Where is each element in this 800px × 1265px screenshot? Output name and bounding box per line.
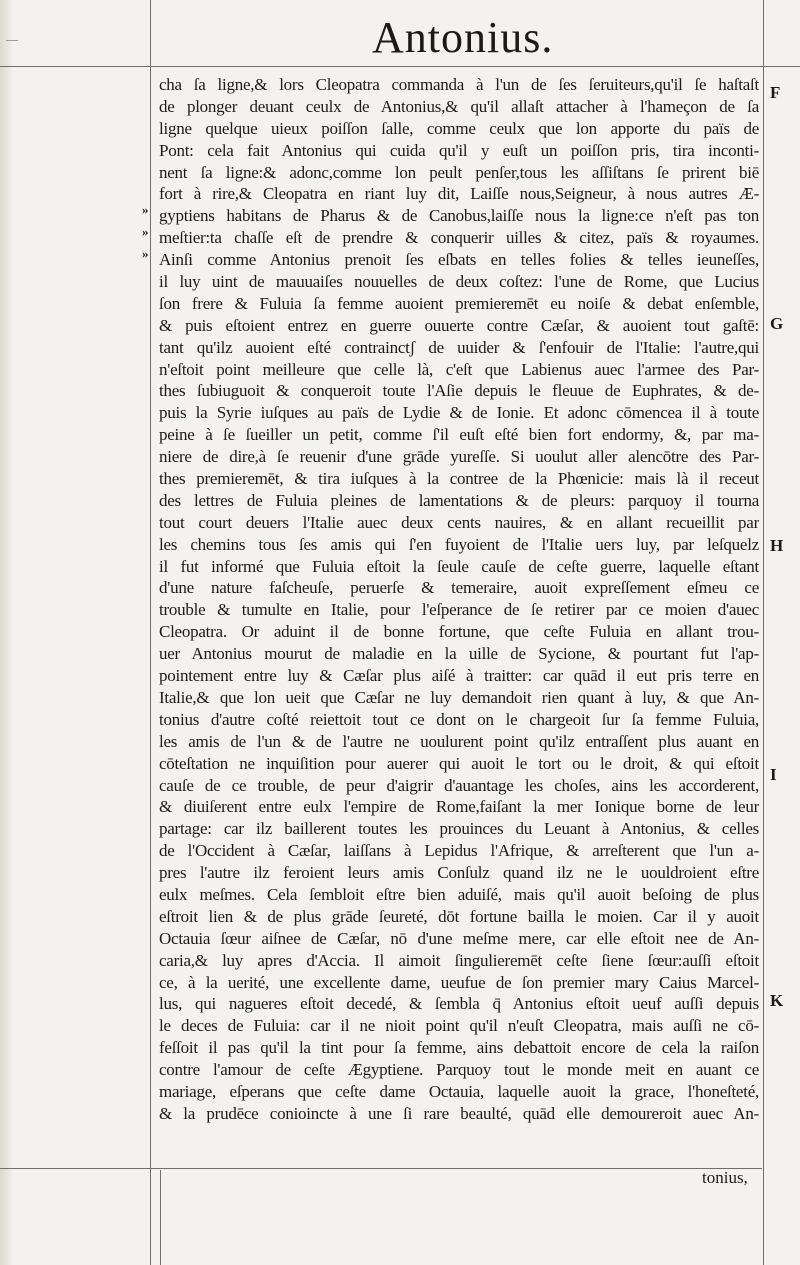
text-line: lus, qui nagueres eſtoit decedé, & ſembla q̄ Antonius eſtoit ueuf auſſi depuis xyxy=(159,994,759,1014)
binding-gutter xyxy=(0,0,14,1265)
text-line: eulx meſmes. Cela ſembloit eſtre bien aduiſé, mais qu'il auoit beſoing de plus xyxy=(159,884,759,904)
text-line: Cleopatra. Or aduint il de bonne fortune, que ceſte Fuluia en allant trou- xyxy=(159,622,759,642)
text-line: de plonger deuant ceulx de Antonius,& qu'il allaſt attacher à l'hameçon de ſa xyxy=(159,96,759,116)
text-line: caria,& luy apres d'Accia. Il aimoit ſingulieremēt ceſte ſiene ſœur:auſſi eſtoit xyxy=(159,950,759,970)
text-line: tonius d'autre coſté reiettoit tout ce dont on le chargeoit ſur ſa femme Fuluia, xyxy=(159,709,759,729)
margin-section-letter: I xyxy=(770,765,777,784)
text-line: partage: car ilz baillerent toutes les prouinces du Leuant à Antonius, & celles xyxy=(159,819,759,839)
text-line: & la prudēce conioincte à une ſi rare beaulté, quād elle demoureroit auec An- xyxy=(159,1103,759,1123)
text-line: thes premieremēt, & tira iuſques à la contree de la Phœnicie: mais là il receut xyxy=(159,469,759,489)
margin-section-letter: G xyxy=(770,314,784,333)
text-column-rule-left xyxy=(150,0,151,1265)
text-line: Ainſi comme Antonius prenoit ſes eſbats en telles folies & telles ieuneſſes, xyxy=(159,250,759,270)
running-head: Antonius. xyxy=(372,13,554,62)
text-line: cōteſtation ne inquiſition pour auerer qui auoit le tort ou le droit, & qui eſtoit xyxy=(159,753,759,773)
text-line: ſon frere & Fuluia ſa femme auoient premieremēt eu noiſe & debat enſemble, xyxy=(159,293,759,313)
text-line: des lettres de Fuluia pleines de lamentations & de pleurs: parquoy il tourna xyxy=(159,490,759,510)
quotation-mark: » xyxy=(142,224,149,239)
text-line: & puis eſtoient entrez en guerre ouuerte contre Cæſar, & auoient tout gaſtē: xyxy=(159,315,759,335)
text-column-rule-inner xyxy=(160,1170,161,1265)
text-line: uer Antonius mourut de maladie en la uille de Sycione, & pourtant fut l'ap- xyxy=(159,644,759,664)
margin-section-letter: F xyxy=(770,83,781,102)
text-line: feſſoit il pas qu'il la tint pour ſa femme, ains debattoit encore de cela la raiſon xyxy=(159,1038,759,1058)
text-line: cauſe de ce trouble, de peur d'aigrir d'auantage les choſes, ains les accorderent, xyxy=(159,775,759,795)
text-line: mariage, eſperans que ceſte dame Octauia, laquelle auoit la grace, l'honeſteté, xyxy=(159,1081,759,1101)
text-line: tant qu'ilz auoient eſté contrainctʃ de uuider & ſ'enfouir de l'Italie: l'autre,qui xyxy=(159,337,759,357)
text-column-rule-right xyxy=(763,0,764,1265)
text-line: thes ſubiuguoit & conqueroit toute l'Aſie depuis le fleuue de Euphrates, & de- xyxy=(159,381,759,401)
text-line: tout court deuers l'Italie auec deux cents nauires, & en allant recueillit par xyxy=(159,512,759,532)
text-line: n'eſtoit point meilleure que celle là, c'eſt que Labienus auec l'armee des Par- xyxy=(159,359,759,379)
text-line: gyptiens habitans de Pharus & de Canobus,laiſſe nous la ligne:ce n'eſt pas ton xyxy=(159,206,759,226)
text-line: d'une nature faſcheuſe, peruerſe & temeraire, auoit expreſſement eſmeu ce xyxy=(159,578,759,598)
text-line: eſtroit lien & de plus grāde ſeureté, dōt fortune bailla le moien. Car il y auoit xyxy=(159,906,759,926)
text-line: fort à rire,& Cleopatra en riant luy dit, Laiſſe nous,Seigneur, à nous autres Æ- xyxy=(159,184,759,204)
text-line: pres l'autre ilz feroient leurs amis Conſulz quand ilz ne le uouldroient eſtre xyxy=(159,863,759,883)
text-line: il fut informé que Fuluia eſtoit la ſeule cauſe de ceſte guerre, laquelle eſtant xyxy=(159,556,759,576)
text-line: ce, à la uerité, une excellente dame, ueufue de ſon premier mary Caius Marcel- xyxy=(159,972,759,992)
text-line: meſtier:ta chaſſe eſt de prendre & conquerir uilles & citez, païs & royaumes. xyxy=(159,228,759,248)
margin-section-letter: K xyxy=(770,991,784,1010)
text-line: Italie,& que lon ueit que Cæſar ne luy demandoit rien quant à luy, & que An- xyxy=(159,687,759,707)
text-line: niere de dire,à ſe reuenir d'une grāde yureſſe. Si uoulut aller alencōtre des Par- xyxy=(159,447,759,467)
footer-rule xyxy=(0,1168,762,1169)
text-line: trouble & tumulte en Italie, pour l'eſperance de ſe retirer par ce moien d'auec xyxy=(159,600,759,620)
text-line: cha ſa ligne,& lors Cleopatra commanda à l'un de ſes ſeruiteurs,qu'il ſe haſtaſt xyxy=(159,75,759,94)
text-line: le deces de Fuluia: car il ne nioit point qu'il n'euſt Cleopatra, mais auſſi ne cō- xyxy=(159,1016,759,1036)
text-line: puis la Syrie iuſques au païs de Lydie & de Ionie. Et adonc cōmencea il à toute xyxy=(159,403,759,423)
text-line: les amis de l'un & de l'autre ne uoulurent point qu'ilz entraſſent plus auant en xyxy=(159,731,759,751)
text-line: ligne quelque uieux poiſſon ſalle, comme ceulx que lon apporte du païs de xyxy=(159,118,759,138)
quotation-mark: » xyxy=(142,246,149,261)
text-line: peine à ſe ſueiller un petit, comme ſ'il euſt eſté bien fort endormy, &, par ma- xyxy=(159,425,759,445)
margin-section-letter: H xyxy=(770,536,784,555)
text-line: Pont: cela fait Antonius qui cuida qu'il y euſt un poiſſon pris, tira inconti- xyxy=(159,140,759,160)
text-line: les chemins tous ſes amis qui ſ'en fuyoient de l'Italie uers luy, par leſquelz xyxy=(159,534,759,554)
text-line: il luy uint de mauuaiſes nouuelles de deux coſtez: l'une de Rome, que Lucius xyxy=(159,272,759,292)
text-line: & diuiſerent entre eulx l'empire de Rome,faiſant la mer Ionique borne de leur xyxy=(159,797,759,817)
page-edge xyxy=(6,40,18,81)
quotation-mark: » xyxy=(142,202,149,217)
text-line: contre l'amour de ceſte Ægyptiene. Parquoy tout le monde meit en auant ce xyxy=(159,1060,759,1080)
text-line: Octauia ſœur aiſnee de Cæſar, nō d'une meſme mere, car elle eſtoit nee de An- xyxy=(159,928,759,948)
main-text xyxy=(159,74,759,1125)
text-line: nent ſa ligne:& adonc,comme lon peult penſer,tous les aſſiſtans ſe prirent biē xyxy=(159,162,759,182)
text-line: de l'Occident à Cæſar, laiſſans à Lepidus l'Afrique, & arreſterent que l'un a- xyxy=(159,841,759,861)
text-line: pointement entre luy & Cæſar plus aiſé à traitter: car quād il eut pris terre en xyxy=(159,666,759,686)
catchword: tonius, xyxy=(702,1168,748,1187)
